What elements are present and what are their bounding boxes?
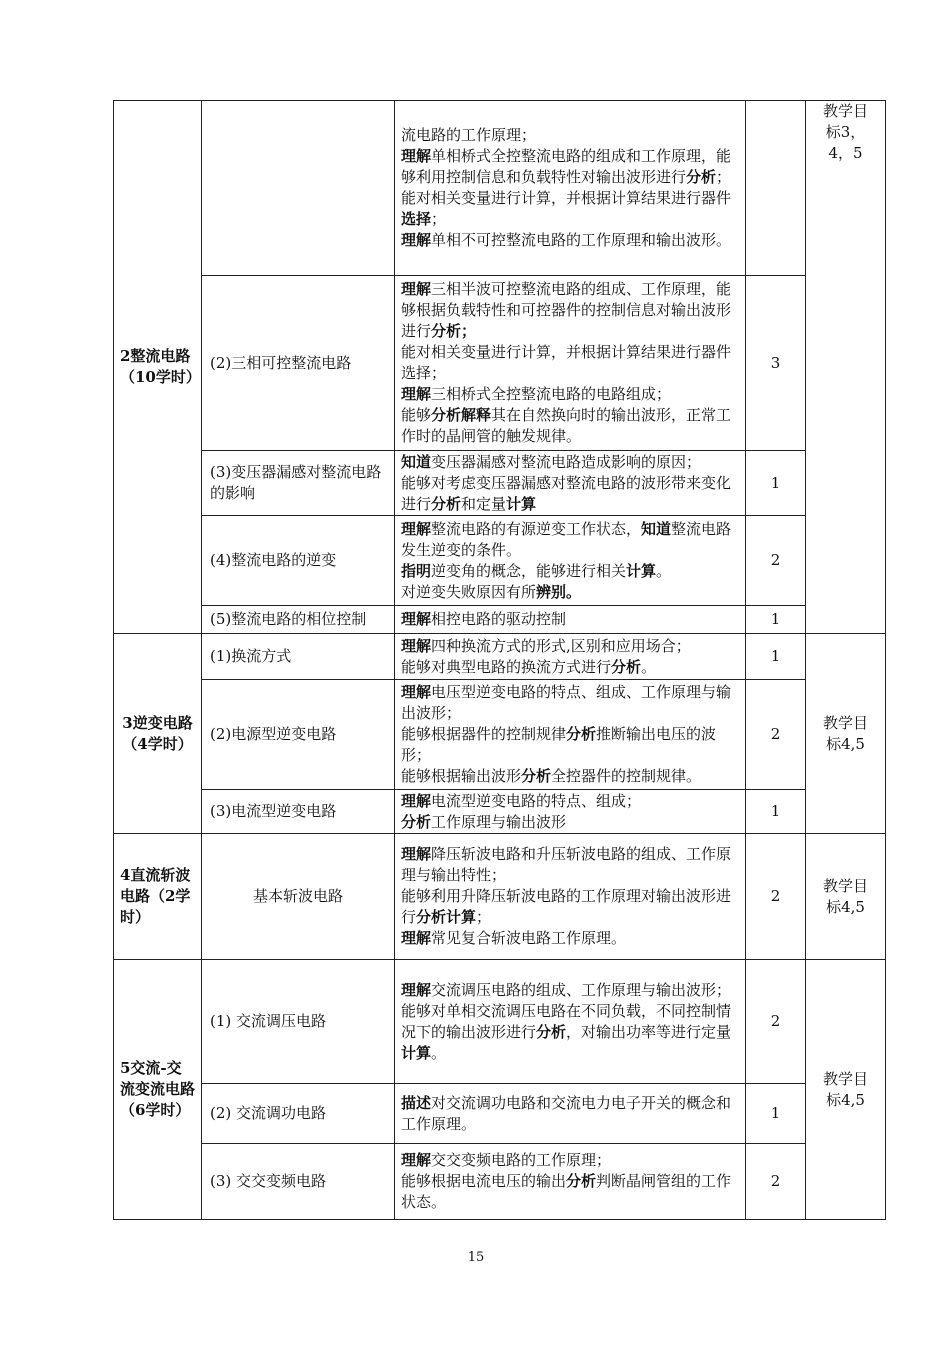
hours-cell: 1 — [746, 634, 806, 680]
table-row — [114, 101, 886, 276]
requirement-cell — [395, 960, 746, 1084]
keyword-text: 分析 — [566, 1172, 597, 1190]
requirement-cell — [395, 834, 746, 960]
keyword-text: 理解 — [401, 1151, 432, 1169]
section-title: (3)变压器漏感对整流电路的影响 — [202, 451, 395, 516]
keyword-text: 理解 — [401, 929, 432, 947]
requirement-text: 交流调压电路的组成、工作原理与输出波形； — [431, 980, 732, 999]
table-row — [114, 834, 886, 960]
requirement-line — [401, 519, 739, 561]
requirement-text: 单相桥式全控整流电路的组成和工作原理，能够利用控制信息和负载特性对输出波形进行 — [401, 147, 732, 186]
requirement-line — [401, 1093, 739, 1135]
requirement-line — [401, 384, 739, 405]
requirement-cell — [395, 680, 746, 790]
keyword-text: 理解 — [401, 147, 432, 165]
requirement-line — [401, 342, 739, 384]
requirement-line — [401, 188, 739, 230]
table-row — [114, 1144, 886, 1220]
keyword-text: 分析 — [611, 657, 642, 676]
keyword-text: 分析 — [521, 767, 552, 785]
requirement-line — [401, 791, 739, 812]
section-title: (2) 交流调功电路 — [202, 1084, 395, 1144]
section-title: (2)电源型逆变电路 — [202, 680, 395, 790]
requirement-line — [401, 928, 739, 949]
requirement-text: 对逆变失败原因有所 — [401, 582, 537, 601]
requirement-text: 降压斩波电路和升压斩波电路的组成、工作原理与输出特性； — [401, 845, 732, 884]
requirement-line — [401, 125, 739, 146]
hours-cell: 1 — [746, 606, 806, 634]
chapter-title: 4直流斩波电路（2学时） — [114, 834, 202, 960]
requirement-cell — [395, 606, 746, 634]
requirement-text: 和定量 — [461, 494, 507, 513]
requirement-text: 相控电路的驱动控制 — [431, 610, 567, 628]
chapter-title: 2整流电路（10学时） — [114, 101, 202, 634]
keyword-text: 理解 — [401, 636, 432, 655]
requirement-line — [401, 230, 739, 251]
keyword-text: 指明 — [401, 561, 432, 580]
table-body — [114, 101, 886, 1220]
requirement-text: 逆变角的概念，能够进行相关 — [431, 561, 627, 580]
requirement-line — [401, 682, 739, 724]
teaching-goal: 教学目标4,5 — [806, 834, 886, 960]
requirement-text: ； — [476, 908, 492, 926]
teaching-goal: 教学目标4,5 — [806, 960, 886, 1220]
requirement-cell — [395, 1084, 746, 1144]
keyword-text: 分析计算 — [416, 908, 477, 926]
keyword-text: 理解 — [401, 683, 432, 701]
requirement-text: 单相不可控整流电路的工作原理和输出波形。 — [431, 231, 732, 249]
hours-cell: 2 — [746, 834, 806, 960]
requirement-line — [401, 609, 739, 630]
section-title: (3)电流型逆变电路 — [202, 790, 395, 834]
section-title: (2)三相可控整流电路 — [202, 276, 395, 451]
keyword-text: 知道 — [401, 452, 432, 471]
requirement-line — [401, 279, 739, 342]
requirement-text: 整流电路的有源逆变工作状态， — [431, 519, 642, 538]
table-row — [114, 276, 886, 451]
requirement-line — [401, 724, 739, 766]
requirement-text: 电流型逆变电路的特点、组成； — [431, 791, 642, 810]
requirement-line — [401, 636, 739, 657]
requirement-line — [401, 146, 739, 188]
requirement-text: 能够根据输出波形 — [401, 767, 522, 785]
requirement-line — [401, 886, 739, 928]
hours-cell: 2 — [746, 680, 806, 790]
requirement-text: 。 — [641, 657, 657, 676]
chapter-title: 5交流-交流变流电路（6学时） — [114, 960, 202, 1220]
keyword-text: 分析 — [686, 168, 717, 186]
requirement-text: 电压型逆变电路的特点、组成、工作原理与输出波形； — [401, 683, 732, 722]
requirement-cell — [395, 101, 746, 276]
requirement-cell — [395, 276, 746, 451]
requirement-line — [401, 561, 739, 582]
teaching-goal: 教学目标3，4，5 — [806, 101, 886, 634]
requirement-line — [401, 1001, 739, 1064]
page-number: 15 — [467, 1250, 485, 1265]
requirement-text: 变压器漏感对整流电路造成影响的原因； — [431, 452, 702, 471]
requirement-line — [401, 980, 739, 1001]
requirement-text: 。 — [656, 561, 672, 580]
requirement-line — [401, 582, 739, 603]
requirement-text: 能够对考虑变压器漏感对整流电路的波形带来变化进行 — [401, 473, 732, 513]
keyword-text: 理解 — [401, 610, 432, 628]
table-row — [114, 1084, 886, 1144]
section-title: (3) 交交变频电路 — [202, 1144, 395, 1220]
table-row — [114, 634, 886, 680]
requirement-line — [401, 405, 739, 447]
requirement-line — [401, 657, 739, 678]
requirement-line — [401, 1171, 739, 1213]
requirement-line — [401, 844, 739, 886]
section-title — [202, 101, 395, 276]
section-title: (4)整流电路的逆变 — [202, 516, 395, 606]
section-title: (1) 交流调压电路 — [202, 960, 395, 1084]
requirement-text: 工作原理与输出波形 — [431, 812, 567, 831]
requirement-text: 对交流调功电路和交流电力电子开关的概念和工作原理。 — [401, 1093, 732, 1133]
requirement-line — [401, 452, 739, 473]
teaching-goal: 教学目标4,5 — [806, 634, 886, 834]
chapter-title: 3逆变电路（4学时） — [114, 634, 202, 834]
requirement-text: 能够根据电流电压的输出 — [401, 1172, 567, 1190]
requirement-text: 三相桥式全控整流电路的电路组成； — [431, 385, 672, 403]
requirement-text: 交交变频电路的工作原理； — [431, 1151, 612, 1169]
keyword-text: 知道 — [641, 519, 672, 538]
requirement-text: ； — [716, 168, 732, 186]
keyword-text: 理解 — [401, 845, 432, 863]
requirement-text: ； — [431, 210, 447, 228]
requirement-cell — [395, 634, 746, 680]
keyword-text: 分析解释 — [431, 406, 492, 424]
requirement-text: 能对相关变量进行计算，并根据计算结果进行器件 — [401, 189, 732, 207]
requirement-text: 能对相关变量进行计算，并根据计算结果进行器件选择； — [401, 343, 732, 382]
keyword-text: 理解 — [401, 519, 432, 538]
keyword-text: 计算 — [626, 561, 657, 580]
requirement-text: 其在自然换向时的输出波形，正常工作时的晶闸管的触发规律。 — [401, 406, 732, 445]
keyword-text: 分析； — [431, 322, 477, 340]
hours-cell — [746, 101, 806, 276]
requirement-text: 能够对典型电路的换流方式进行 — [401, 657, 612, 676]
keyword-text: 分析 — [536, 1022, 567, 1041]
hours-cell: 1 — [746, 790, 806, 834]
requirement-cell — [395, 1144, 746, 1220]
requirement-text: 四种换流方式的形式,区别和应用场合； — [431, 636, 691, 655]
keyword-text: 理解 — [401, 385, 432, 403]
keyword-text: 分析 — [566, 725, 597, 743]
hours-cell: 2 — [746, 516, 806, 606]
section-title: (5)整流电路的相位控制 — [202, 606, 395, 634]
requirement-text: 整流电路发生逆变的条件。 — [401, 519, 732, 559]
requirement-line — [401, 766, 739, 787]
requirement-text: 流电路的工作原理； — [401, 126, 537, 144]
hours-cell: 2 — [746, 960, 806, 1084]
requirement-text: 推断输出电压的波形； — [401, 725, 717, 764]
requirement-text: 能够利用升降压斩波电路的工作原理对输出波形进行 — [401, 887, 732, 926]
hours-cell: 1 — [746, 1084, 806, 1144]
requirement-text: 能够对单相交流调压电路在不同负载，不同控制情况下的输出波形进行 — [401, 1001, 732, 1041]
table-row — [114, 606, 886, 634]
requirement-text: 常见复合斩波电路工作原理。 — [431, 929, 627, 947]
requirement-text: 能够 — [401, 406, 432, 424]
requirement-line — [401, 473, 739, 515]
requirement-text: 判断晶闸管组的工作状态。 — [401, 1172, 732, 1211]
requirement-text: 三相半波可控整流电路的组成、工作原理，能够根据负载特性和可控器件的控制信息对输出波形进行 — [401, 280, 732, 340]
section-title: 基本斩波电路 — [202, 834, 395, 960]
requirement-cell — [395, 790, 746, 834]
requirement-cell — [395, 451, 746, 516]
requirement-text: 全控器件的控制规律。 — [551, 767, 702, 785]
keyword-text: 理解 — [401, 231, 432, 249]
keyword-text: 理解 — [401, 980, 432, 999]
requirement-cell — [395, 516, 746, 606]
requirement-line — [401, 812, 739, 833]
hours-cell: 2 — [746, 1144, 806, 1220]
keyword-text: 理解 — [401, 280, 432, 298]
table-row — [114, 960, 886, 1084]
hours-cell: 1 — [746, 451, 806, 516]
keyword-text: 理解 — [401, 791, 432, 810]
keyword-text: 分析 — [431, 494, 462, 513]
table-row — [114, 451, 886, 516]
keyword-text: 计算 — [401, 1043, 432, 1062]
table-row — [114, 680, 886, 790]
hours-cell: 3 — [746, 276, 806, 451]
table-row — [114, 790, 886, 834]
keyword-text: 辨别。 — [536, 582, 582, 601]
keyword-text: 描述 — [401, 1093, 432, 1112]
syllabus-table — [113, 100, 886, 1220]
table-row — [114, 516, 886, 606]
requirement-text: 。 — [431, 1043, 447, 1062]
requirement-line — [401, 1150, 739, 1171]
section-title: (1)换流方式 — [202, 634, 395, 680]
requirement-text: 能够根据器件的控制规律 — [401, 725, 567, 743]
keyword-text: 分析 — [401, 812, 432, 831]
requirement-text: ，对输出功率等进行定量 — [566, 1022, 732, 1041]
keyword-text: 选择 — [401, 210, 432, 228]
keyword-text: 计算 — [506, 494, 537, 513]
